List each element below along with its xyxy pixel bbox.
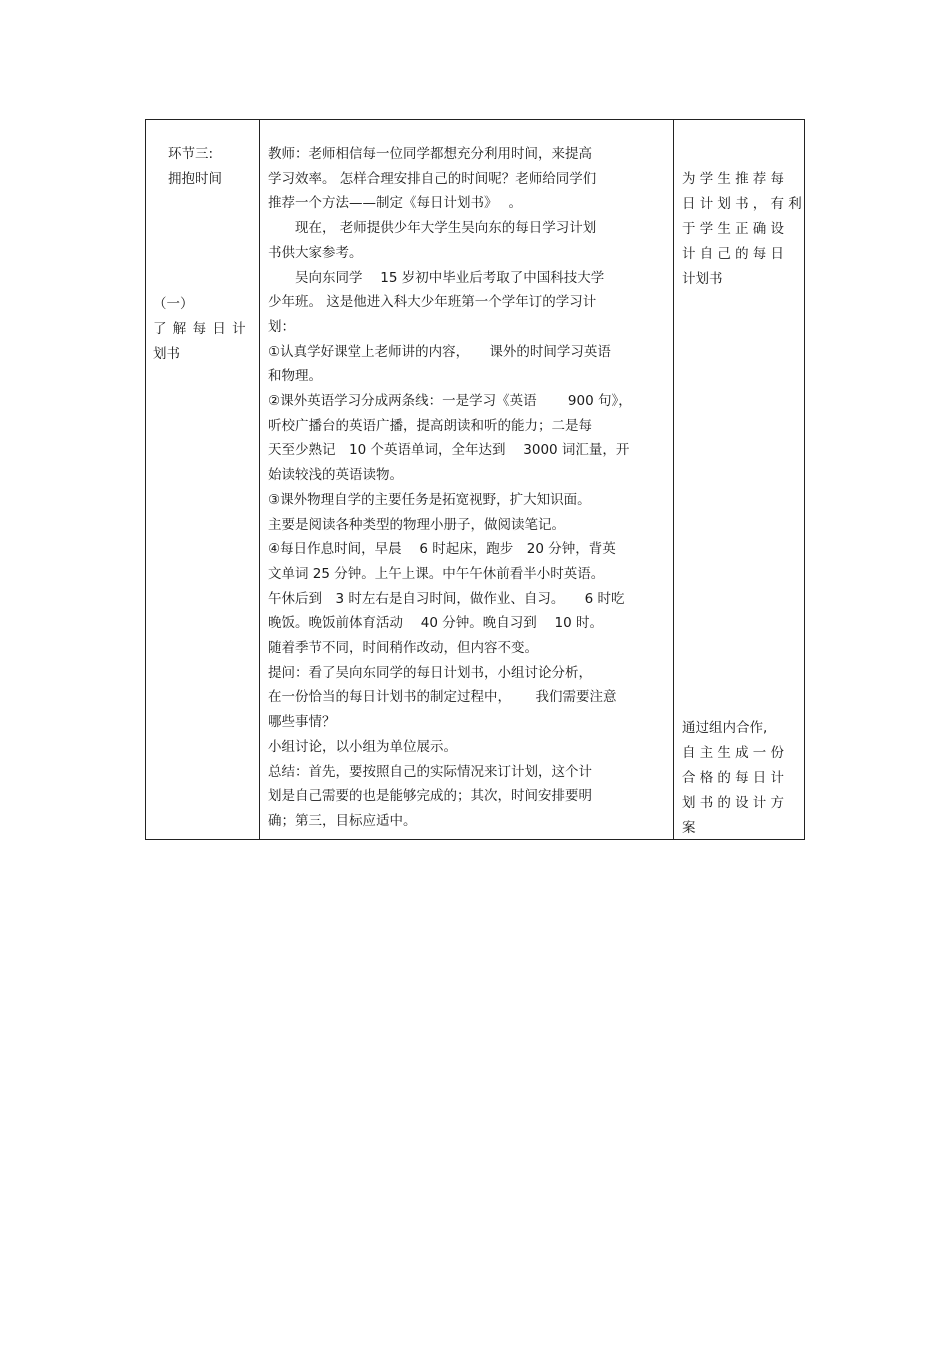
content-line: 和物理。: [268, 368, 322, 385]
content-line: 文单词 25 分钟。上午上课。中午午休前看半小时英语。: [268, 565, 605, 582]
content-line: 提问：看了吴向东同学的每日计划书，小组讨论分析，: [268, 664, 592, 681]
content-line: 小组讨论，以小组为单位展示。: [268, 738, 457, 755]
table-row: [146, 120, 805, 840]
content-line: 书供大家参考。: [268, 244, 363, 261]
lesson-plan-table: [145, 119, 805, 840]
content-line: 主要是阅读各种类型的物理小册子，做阅读笔记。: [268, 516, 565, 533]
stage-name: 拥抱时间: [168, 171, 222, 187]
sub-title-line: 了 解 每 日 计: [153, 321, 247, 337]
content-line: 晚饭。晚饭前体育活动 40 分钟。晚自习到 10 时。: [268, 615, 604, 632]
intent-line: 于学生正确设: [682, 221, 789, 237]
content-line: ②课外英语学习分成两条线：一是学习《英语 900 句》，: [268, 393, 632, 409]
intent-line: 日计划书，有利: [682, 196, 806, 212]
content-line: 学习效率。 怎样合理安排自己的时间呢？老师给同学们: [268, 170, 597, 187]
content-line: 推荐一个方法——制定《每日计划书》 。: [268, 195, 523, 212]
content-line: 在一份恰当的每日计划书的制定过程中， 我们需要注意: [268, 689, 617, 706]
intent-line: 计自己的每日: [682, 246, 789, 262]
intent-line: 为学生推荐每: [682, 171, 789, 187]
content-line: 少年班。 这是他进入科大少年班第一个学年订的学习计: [268, 294, 597, 311]
content-line: 天至少熟记 10 个英语单词，全年达到 3000 词汇量，开: [268, 442, 630, 459]
intent-line: 自主生成一份: [682, 745, 789, 761]
content-line: 总结：首先，要按照自己的实际情况来订计划，这个计: [268, 763, 592, 780]
content-line: 吴向东同学 15 岁初中毕业后考取了中国科技大学: [268, 269, 605, 286]
intent-line: 案: [682, 820, 696, 836]
content-line: 教师：老师相信每一位同学都想充分利用时间，来提高: [268, 146, 592, 162]
content-line: 哪些事情？: [268, 714, 336, 731]
content-line: 划是自己需要的也是能够完成的；其次，时间安排要明: [268, 788, 592, 805]
sub-number: （一）: [153, 296, 194, 312]
activity-cell: [260, 120, 674, 840]
content-line: 确；第三，目标应适中。: [268, 812, 417, 829]
sub-title-line: 划书: [153, 346, 180, 362]
content-line: ③课外物理自学的主要任务是拓宽视野，扩大知识面。: [268, 491, 591, 508]
intent-line: 划书的设计方: [682, 795, 789, 811]
content-line: 现在， 老师提供少年大学生吴向东的每日学习计划: [268, 220, 597, 237]
content-line: 午休后到 3 时左右是自习时间，做作业、自习。 6 时吃: [268, 590, 625, 607]
stage-label: 环节三:: [168, 146, 214, 162]
intent-line: 合格的每日计: [682, 770, 789, 786]
content-line: 随着季节不同，时间稍作改动，但内容不变。: [268, 640, 538, 656]
stage-cell: [146, 120, 260, 840]
content-line: ①认真学好课堂上老师讲的内容， 课外的时间学习英语: [268, 343, 611, 360]
content-line: 划：: [268, 318, 295, 335]
intent-line: 通过组内合作,: [682, 720, 768, 736]
content-line: 始读较浅的英语读物。: [268, 467, 403, 484]
intent-cell: [674, 120, 805, 840]
content-line: 听校广播台的英语广播，提高朗读和听的能力；二是每: [268, 417, 592, 434]
content-line: ④每日作息时间，早晨 6 时起床，跑步 20 分钟，背英: [268, 541, 616, 558]
intent-line: 计划书: [682, 271, 723, 287]
